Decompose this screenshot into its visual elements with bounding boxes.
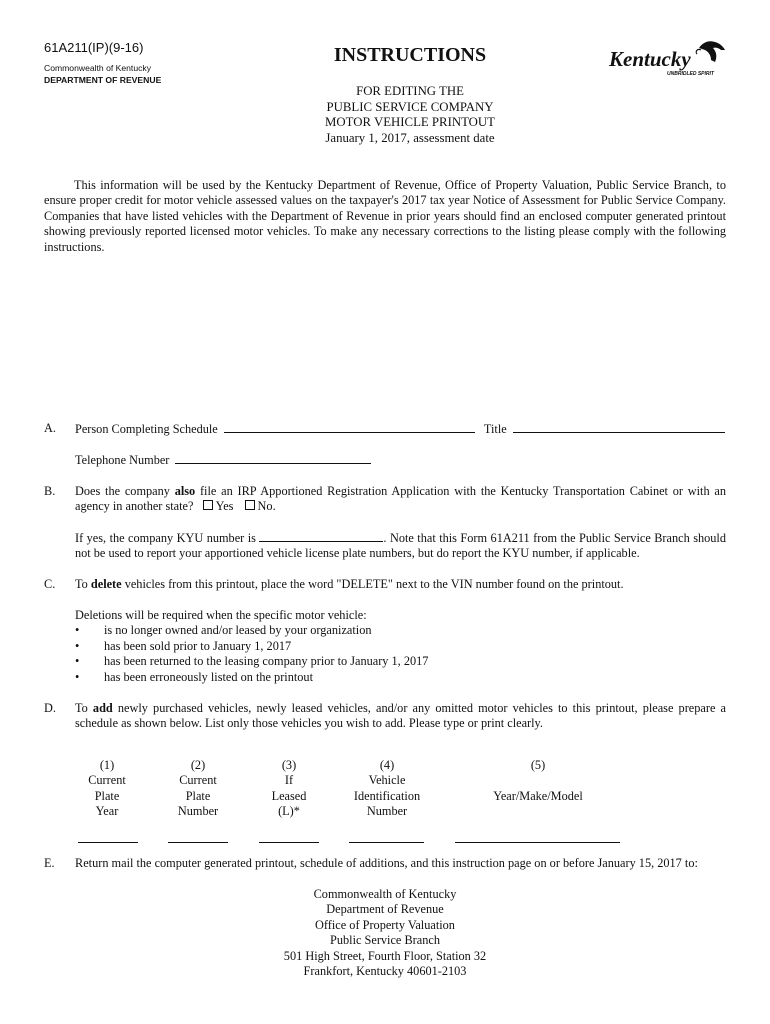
column-heading: (2) [190,758,206,772]
kyu-number-field[interactable] [259,530,383,542]
subtitle-line: MOTOR VEHICLE PRINTOUT [325,115,495,130]
column-heading: If [284,773,294,788]
no-checkbox[interactable] [245,500,255,510]
irp-question-emphasis: also [174,484,196,498]
subtitle-line: PUBLIC SERVICE COMPANY [326,99,494,114]
column-heading [468,804,608,819]
section-b-letter: B. [44,484,56,498]
section-a-letter: A. [44,421,56,435]
irp-question-text: Does the company [75,484,175,498]
column-heading: (4) [379,758,395,772]
form-number: 61A211(IP)(9-16) [44,40,144,55]
column-heading: Leased [271,788,307,803]
column-heading: (L)* [278,804,300,819]
telephone-row [75,452,726,468]
column-heading: Vehicle [368,773,406,788]
mailing-address [235,887,535,979]
add-instruction [75,701,726,732]
column-heading: Plate [185,788,211,803]
department-label: DEPARTMENT OF REVENUE [44,75,162,85]
deletion-reason: is no longer owned and/or leased by your organization [104,623,372,637]
address-line: Frankfort, Kentucky 40601-2103 [303,963,467,978]
kyu-note: . Note that this Form 61A211 from the Public Service Branch should not be used to report your apportioned vehicle license plate numbers, but do report the KYU number, if applicable. [75,531,726,561]
column-heading: Current [179,773,217,788]
address-line: 501 High Street, Fourth Floor, Station 32 [283,948,487,963]
add-text-2: newly purchased vehicles, newly leased vehicles, and/or any omitted motor vehicles to this printout, please prepare a schedule as shown below. List only those vehicles you wish to add. Please type or print clearly. [75,701,726,731]
person-completing-field[interactable] [224,421,475,433]
bullet: • [75,670,80,684]
bullet: • [75,623,80,637]
column-leased [254,758,324,820]
person-completing-row [75,421,726,437]
deletion-reason: has been returned to the leasing company prior to January 1, 2017 [104,654,429,668]
column-heading: Identification [353,788,421,803]
column-heading: Number [177,804,219,819]
address-line: Department of Revenue [326,902,444,917]
deletion-reason: has been sold prior to January 1, 2017 [104,639,292,653]
section-c-letter: C. [44,577,56,591]
title-field[interactable] [513,421,725,433]
column-heading: Number [366,804,408,819]
subtitle-line: FOR EDITING THE [356,84,464,98]
address-line: Commonwealth of Kentucky [313,887,457,901]
yes-label: Yes [215,499,234,514]
horse-head-icon [699,41,725,62]
bullet: • [75,639,80,653]
delete-emphasis: delete [90,577,122,591]
vin-entry-line[interactable] [349,842,424,843]
column-heading: Current [88,773,126,788]
column-plate-number [163,758,233,820]
irp-question-text-2: file an IRP Apportioned Registration Application with the Kentucky Transportation Cabinet or with an agency in another state? [75,484,726,514]
add-emphasis: add [92,701,113,715]
column-heading: Plate [94,788,120,803]
deletions-intro: Deletions will be required when the specific motor vehicle: [75,608,367,622]
address-line: Public Service Branch [330,933,440,948]
column-heading [468,773,608,788]
telephone-field[interactable] [175,452,371,464]
plate-number-entry-line[interactable] [168,842,228,843]
page-title: INSTRUCTIONS [333,44,487,66]
commonwealth-label: Commonwealth of Kentucky [44,63,151,73]
column-heading: (5) [530,758,546,772]
column-heading: Year/Make/Model [493,788,583,803]
column-heading: (1) [99,758,115,772]
title-label: Title [483,422,507,436]
irp-question [75,484,726,515]
column-year-make-model [468,758,608,820]
leased-entry-line[interactable] [259,842,319,843]
subtitle-line: January 1, 2017, assessment date [325,130,495,145]
return-mail-instruction: Return mail the computer generated printout, schedule of additions, and this instruction page on or before January 15, 2017 to: [75,856,698,870]
telephone-label: Telephone Number [75,453,170,467]
bullet: • [75,654,80,668]
person-completing-label: Person Completing Schedule [75,422,218,436]
year-make-model-entry-line[interactable] [455,842,620,843]
subtitle-block [260,84,560,146]
column-vin [337,758,437,820]
kentucky-logo [605,38,727,80]
delete-text: To [75,577,91,591]
section-d-letter: D. [44,701,56,715]
deletion-reason: has been erroneously listed on the printout [104,670,313,684]
address-line: Office of Property Valuation [315,917,455,932]
kyu-paragraph [75,530,726,562]
delete-instruction [75,577,726,592]
intro-paragraph: This information will be used by the Kentucky Department of Revenue, Office of Property Valuation, Public Service Branch, to ensure proper credit for motor vehicle assessed values on the taxpayer's 2017 tax year Notice of Assessment for Public Service Company. Companies that have listed vehicles with the Department of Revenue in prior years should find an enclosed computer generated printout showing previously reported licensed motor vehicles. To make any necessary corrections to the listing please comply with the following instructions. [44,178,726,254]
section-e-letter: E. [44,856,55,870]
delete-text-2: vehicles from this printout, place the word "DELETE" next to the VIN number found on the printout. [121,577,624,591]
no-label: No. [257,499,276,514]
column-heading: (3) [281,758,297,772]
plate-year-entry-line[interactable] [78,842,138,843]
kyu-label: If yes, the company KYU number is [75,531,256,545]
column-plate-year [72,758,142,820]
column-heading: Year [95,804,119,819]
logo-tagline: UNBRIDLED SPIRIT [667,71,714,77]
add-text: To [75,701,93,715]
logo-wordmark: Kentucky [609,47,691,71]
yes-checkbox[interactable] [203,500,213,510]
